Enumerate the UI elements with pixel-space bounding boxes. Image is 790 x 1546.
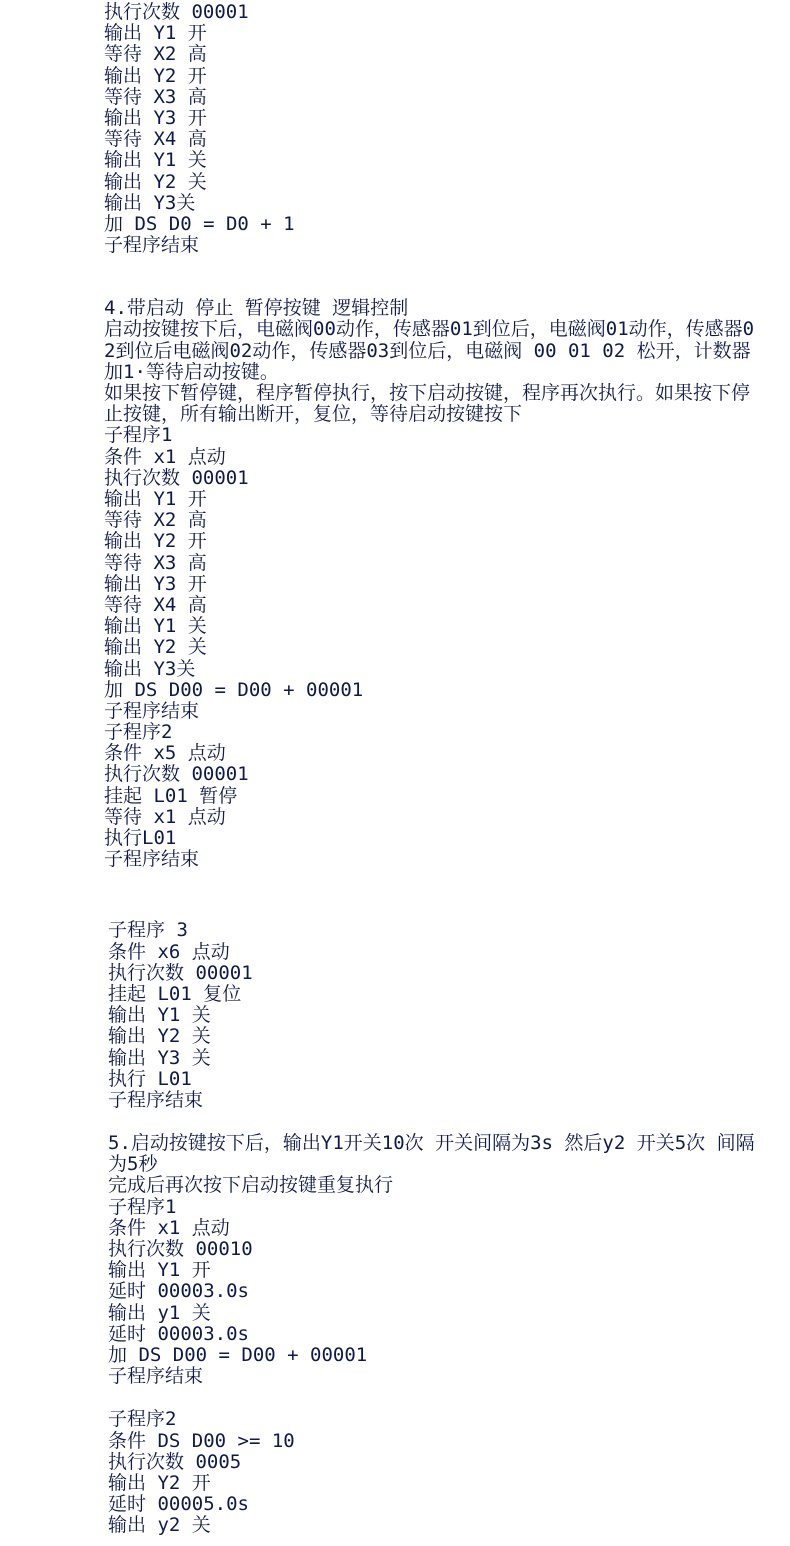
code-line: 执行次数 00010 <box>108 1238 253 1261</box>
code-line: 等待 x1 点动 <box>104 805 226 828</box>
code-line: 条件 x1 点动 <box>108 1216 230 1239</box>
code-line: 执行次数 0005 <box>108 1450 242 1473</box>
code-line: 子程序1 <box>108 1195 177 1218</box>
code-line: 等待 X3 高 <box>104 551 207 574</box>
code-line: 输出 y1 关 <box>108 1301 211 1324</box>
code-line: 延时 00005.0s <box>108 1493 249 1516</box>
code-line: 等待 X2 高 <box>104 43 207 66</box>
code-line: 加 DS D0 = D0 + 1 <box>104 212 295 235</box>
code-line: 挂起 L01 暂停 <box>104 784 238 807</box>
code-line: 执行次数 00001 <box>108 961 253 984</box>
code-line: 子程序1 <box>104 424 173 447</box>
section-4 <box>104 298 764 1111</box>
code-line: 加 DS D00 = D00 + 00001 <box>104 678 364 701</box>
code-line: 输出 Y3 开 <box>104 572 207 595</box>
code-line: 输出 Y2 开 <box>104 64 207 87</box>
code-line: 执行次数 00001 <box>104 466 249 489</box>
code-line: 输出 Y3 关 <box>108 1046 211 1069</box>
code-line: 输出 Y1 开 <box>104 22 207 45</box>
code-line: 输出 Y1 开 <box>108 1259 211 1282</box>
code-line: 输出 Y3 开 <box>104 106 207 129</box>
code-line: 执行 L01 <box>108 1067 192 1090</box>
code-line: 等待 X4 高 <box>104 128 207 151</box>
subroutine-1 <box>108 1197 764 1388</box>
code-line: 等待 X4 高 <box>104 593 207 616</box>
code-line: 子程序结束 <box>108 1088 204 1111</box>
code-line: 输出 Y2 关 <box>108 1025 211 1048</box>
section-5 <box>104 1133 764 1536</box>
section-heading: 4.带启动 停止 暂停按键 逻辑控制 <box>104 297 409 320</box>
code-line: 条件 x1 点动 <box>104 445 226 468</box>
code-line: 输出 Y3关 <box>104 191 196 214</box>
section-description: 如果按下暂停键，程序暂停执行，按下启动按键，程序再次执行。如果按下停止按键，所有输出断开，复位，等待启动按键按下 <box>104 382 751 426</box>
subroutine-2 <box>108 1409 764 1536</box>
code-line: 子程序2 <box>104 721 173 744</box>
code-line: 条件 x5 点动 <box>104 742 226 765</box>
section-heading: 5.启动按键按下后，输出Y1开关10次 开关间隔为3s 然后y2 开关5次 间隔为5秒 <box>108 1132 755 1176</box>
subroutine-2 <box>104 722 764 870</box>
code-line: 延时 00003.0s <box>108 1322 249 1345</box>
code-line: 执行次数 00001 <box>104 763 249 786</box>
code-line: 等待 X3 高 <box>104 85 207 108</box>
code-line: 输出 Y1 关 <box>104 149 207 172</box>
code-line: 执行L01 <box>104 827 177 850</box>
code-line: 子程序 3 <box>108 919 188 942</box>
block1 <box>104 2 764 256</box>
subroutine-1 <box>104 425 764 722</box>
code-line: 子程序结束 <box>108 1365 204 1388</box>
subroutine-3 <box>104 920 764 1111</box>
code-line: 输出 Y2 开 <box>104 530 207 553</box>
code-line: 输出 y2 关 <box>108 1514 211 1537</box>
code-line: 输出 Y2 开 <box>108 1471 211 1494</box>
code-line: 子程序结束 <box>104 234 200 257</box>
code-line: 挂起 L01 复位 <box>108 982 242 1005</box>
code-line: 输出 Y1 开 <box>104 488 207 511</box>
code-line: 输出 Y3关 <box>104 657 196 680</box>
code-line: 输出 Y2 关 <box>104 170 207 193</box>
code-line: 执行次数 00001 <box>104 1 249 23</box>
code-line: 子程序结束 <box>104 699 200 722</box>
code-line: 条件 x6 点动 <box>108 940 230 963</box>
code-line: 延时 00003.0s <box>108 1280 249 1303</box>
document-body <box>104 0 764 1536</box>
code-line: 子程序2 <box>108 1408 177 1431</box>
code-line: 条件 DS D00 >= 10 <box>108 1429 295 1452</box>
code-line: 子程序结束 <box>104 848 200 871</box>
code-line: 输出 Y1 关 <box>108 1004 211 1027</box>
section-description: 完成后再次按下启动按键重复执行 <box>108 1174 394 1197</box>
code-line: 输出 Y1 关 <box>104 615 207 638</box>
section-description: 启动按键按下后，电磁阀00动作，传感器01到位后，电磁阀01动作，传感器02到位后电磁阀02动作，传感器03到位后，电磁阀 00 01 02 松开，计数器加1·等待启动按键。 <box>104 318 755 383</box>
code-line: 加 DS D00 = D00 + 00001 <box>108 1343 368 1366</box>
code-line: 等待 X2 高 <box>104 509 207 532</box>
code-line: 输出 Y2 关 <box>104 636 207 659</box>
